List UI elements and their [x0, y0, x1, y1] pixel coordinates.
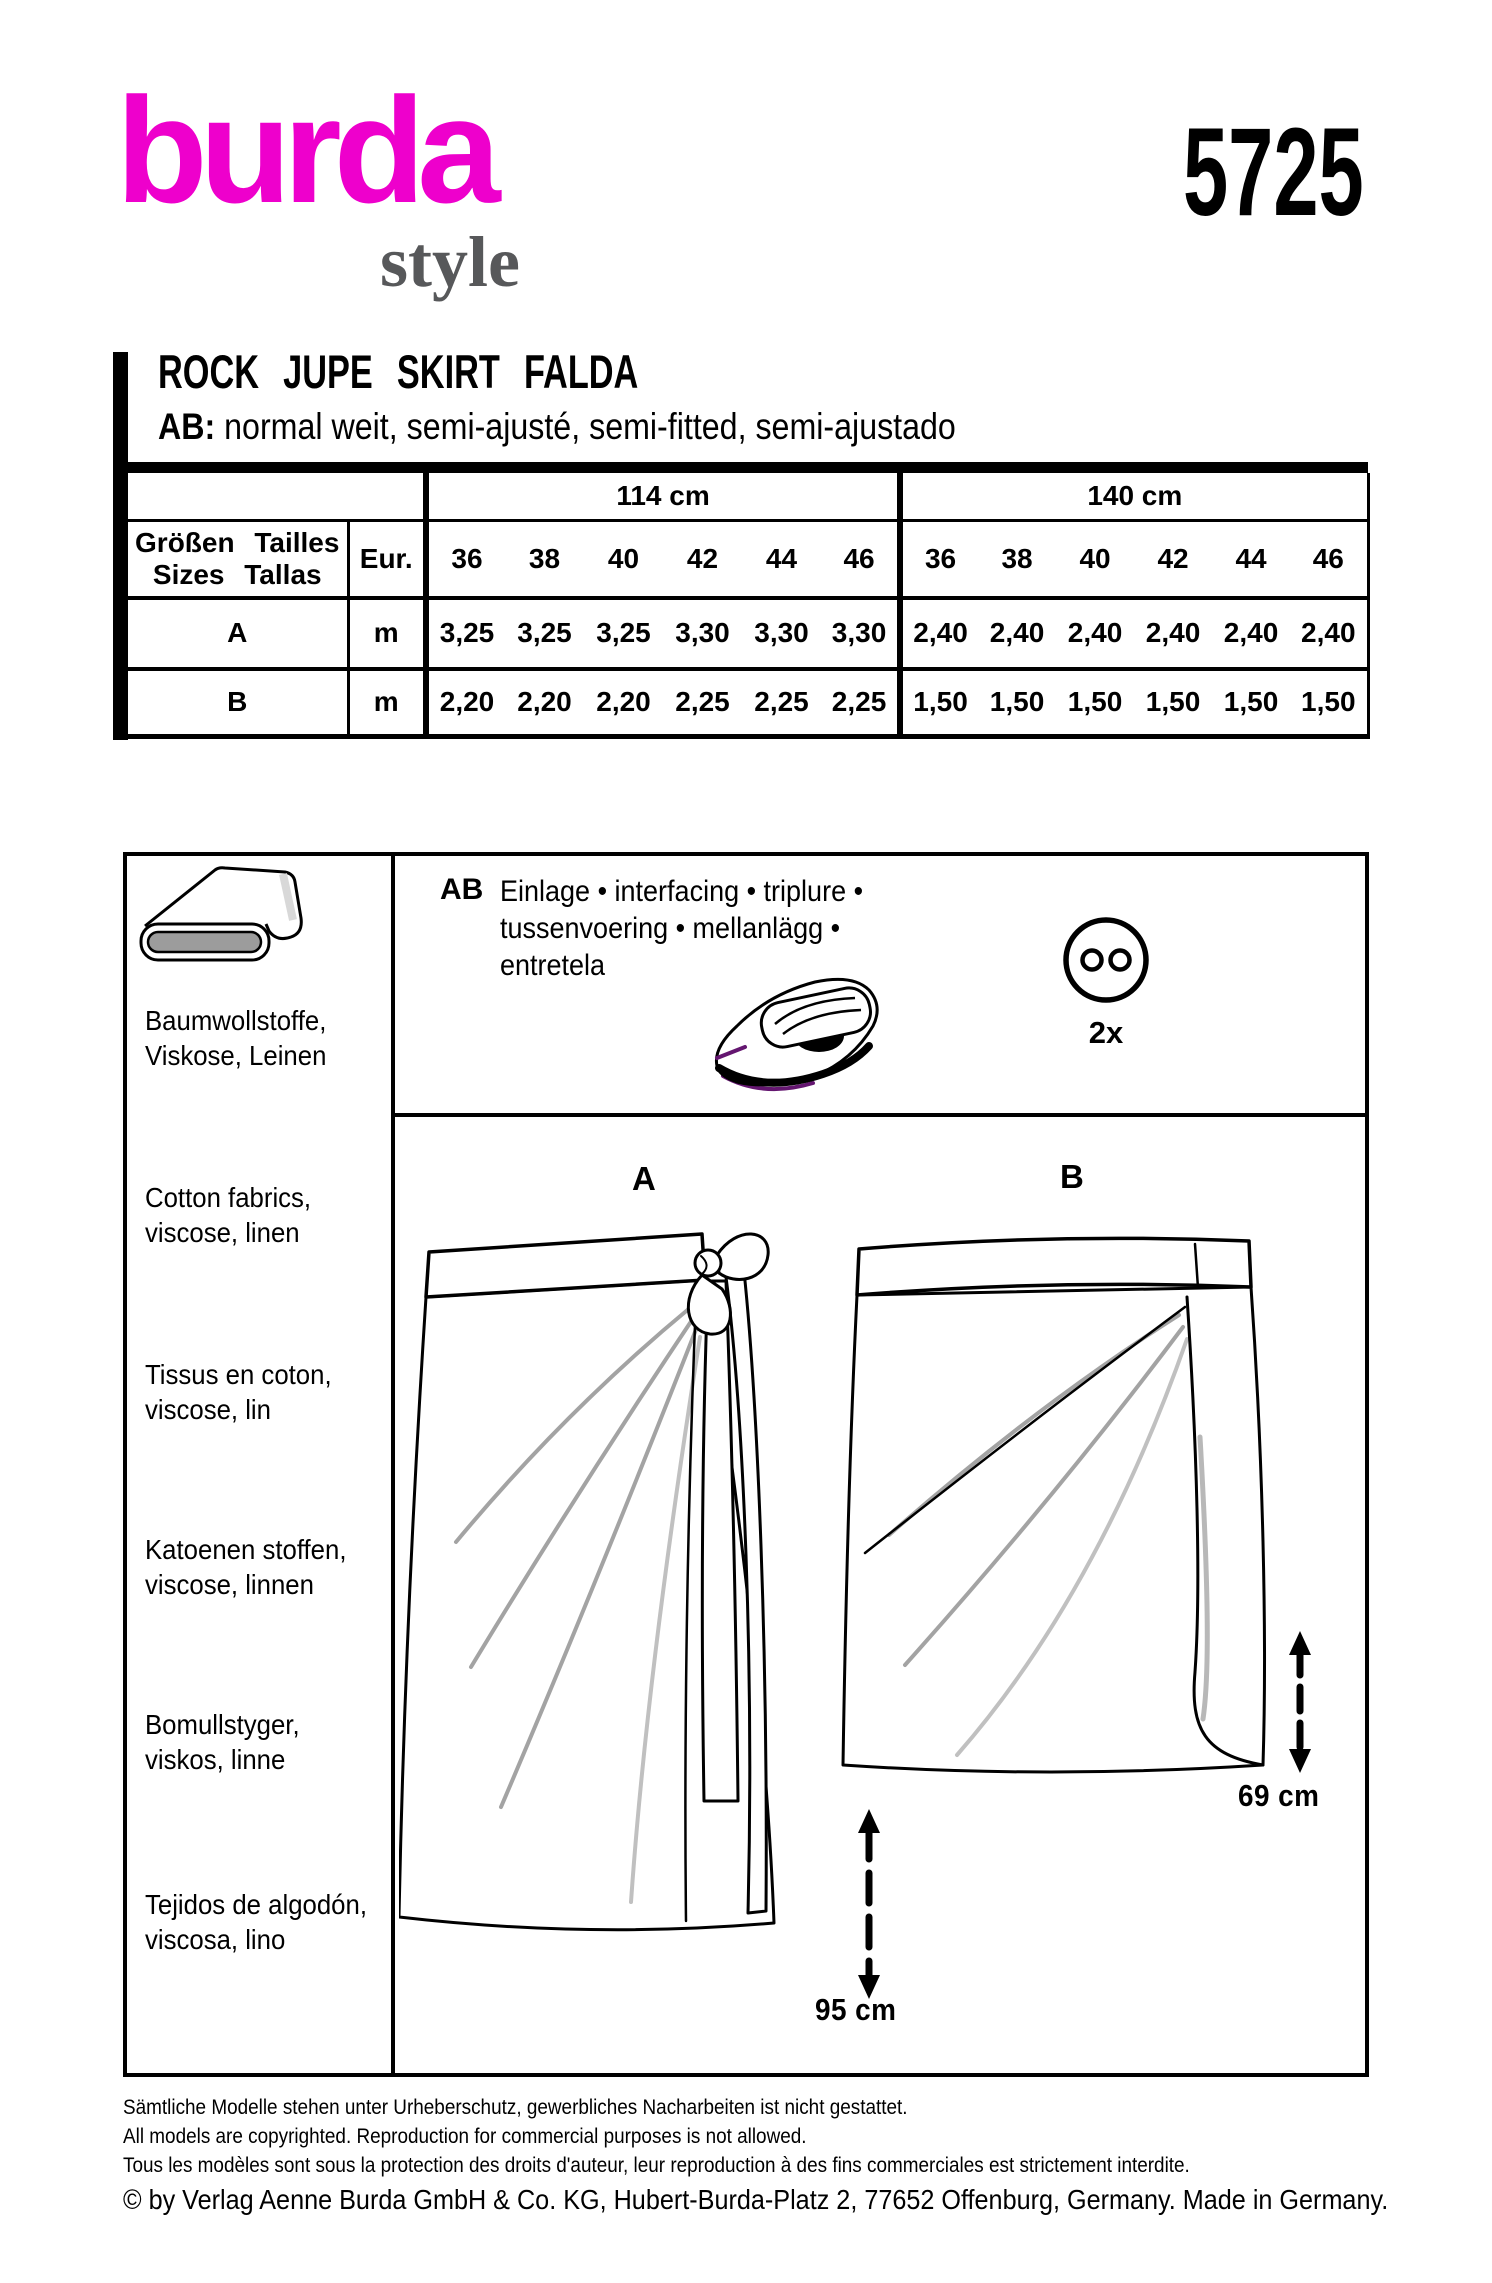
fabric-option-fr: Tissus en coton, viscose, lin — [145, 1359, 332, 1425]
yardage-cell: 1,50 — [1056, 669, 1134, 736]
skirt-a-drawing — [399, 1234, 774, 1930]
yardage-cell: 1,50 — [900, 669, 978, 736]
yardage-cell: 2,25 — [663, 669, 742, 736]
yardage-cell: 1,50 — [1134, 669, 1212, 736]
unit-cell: m — [348, 598, 426, 669]
size-cell: 40 — [584, 520, 663, 598]
fabric-width-114-header: 114 cm — [426, 473, 900, 520]
table-row — [128, 473, 1368, 520]
size-cell: 38 — [505, 520, 584, 598]
eur-label-cell: Eur. — [348, 520, 426, 598]
fit-description — [158, 407, 1075, 448]
panel-vertical-divider — [391, 856, 395, 2073]
yardage-cell: 2,40 — [1056, 598, 1134, 669]
technical-drawings — [399, 1117, 1365, 2069]
yardage-cell: 2,20 — [505, 669, 584, 736]
yardage-cell: 3,30 — [742, 598, 821, 669]
view-a-label: A — [632, 1160, 656, 1197]
button-quantity: 2x — [1088, 1015, 1124, 1050]
yardage-cell: 3,30 — [663, 598, 742, 669]
size-cell: 44 — [742, 520, 821, 598]
yardage-cell: 2,40 — [1134, 598, 1212, 669]
yardage-cell: 2,40 — [978, 598, 1056, 669]
size-cell: 44 — [1212, 520, 1290, 598]
views-label: AB: — [158, 406, 216, 447]
fabric-option-es: Tejidos de algodón, viscosa, lino — [145, 1889, 367, 1955]
size-cell: 40 — [1056, 520, 1134, 598]
yardage-cell: 2,25 — [821, 669, 900, 736]
title-accent-bar — [113, 352, 128, 740]
yardage-cell: 1,50 — [1212, 669, 1290, 736]
fabric-requirements-table — [128, 473, 1370, 739]
fabric-option-nl: Katoenen stoffen, viscose, linnen — [145, 1534, 347, 1600]
size-cell: 36 — [426, 520, 505, 598]
view-a-length: 95 cm — [815, 1992, 897, 2027]
pattern-number: 5725 — [1183, 103, 1364, 242]
view-b-length: 69 cm — [1238, 1778, 1320, 1813]
yardage-cell: 2,20 — [584, 669, 663, 736]
size-cell: 42 — [663, 520, 742, 598]
size-cell: 42 — [1134, 520, 1212, 598]
length-arrow-b — [1289, 1631, 1311, 1773]
table-row-view-b — [128, 669, 1368, 736]
length-arrow-a — [858, 1809, 880, 1999]
yardage-cell: 1,50 — [978, 669, 1056, 736]
size-cell: 46 — [1290, 520, 1368, 598]
fabric-option-de: Baumwollstoffe, Viskose, Leinen — [145, 1005, 327, 1071]
view-b-label: B — [1060, 1158, 1084, 1195]
yardage-cell: 2,40 — [1290, 598, 1368, 669]
yardage-cell: 2,25 — [742, 669, 821, 736]
yardage-cell: 2,40 — [900, 598, 978, 669]
interfacing-views-label: AB — [440, 873, 484, 906]
fabric-width-140-header: 140 cm — [900, 473, 1368, 520]
yardage-cell: 3,25 — [426, 598, 505, 669]
garment-title: ROCK JUPE SKIRT FALDA — [158, 345, 639, 398]
sizes-header-cell: Größen Tailles Sizes Tallas — [128, 520, 348, 598]
fit-text: normal weit, semi-ajusté, semi-fitted, semi-ajustado — [215, 406, 956, 447]
details-panel — [123, 852, 1369, 2077]
yardage-cell: 2,20 — [426, 669, 505, 736]
fabric-option-en: Cotton fabrics, viscose, linen — [145, 1182, 312, 1248]
publisher-copyright: © by Verlag Aenne Burda GmbH & Co. KG, Hubert-Burda-Platz 2, 77652 Offenburg, Germany. Made in Germany. — [123, 2184, 1389, 2215]
size-cell: 38 — [978, 520, 1056, 598]
view-b-row-label: B — [128, 669, 348, 736]
interfacing-text: Einlage • interfacing • triplure • tussenvoering • mellanlägg • entretela — [500, 875, 864, 982]
yardage-cell: 3,30 — [821, 598, 900, 669]
table-top-rule — [128, 462, 1368, 473]
fabric-option-sv: Bomullstyger, viskos, linne — [145, 1709, 300, 1775]
brand-logo-style-text: style — [380, 222, 520, 302]
table-row — [128, 520, 1368, 598]
iron-icon — [703, 962, 903, 1102]
skirt-b-drawing — [843, 1238, 1265, 1772]
copyright-line-fr: Tous les modèles sont sous la protection des droits d'auteur, leur reproduction à des fins commerciales est strictement interdite. — [123, 2153, 1190, 2177]
unit-cell: m — [348, 669, 426, 736]
size-cell: 46 — [821, 520, 900, 598]
yardage-cell: 1,50 — [1290, 669, 1368, 736]
view-a-row-label: A — [128, 598, 348, 669]
fabric-bolt-icon — [135, 862, 345, 977]
table-row-view-a — [128, 598, 1368, 669]
brand-logo: burda — [116, 66, 493, 234]
copyright-line-en: All models are copyrighted. Reproduction for commercial purposes is not allowed. — [123, 2124, 807, 2148]
size-cell: 36 — [900, 520, 978, 598]
copyright-line-de: Sämtliche Modelle stehen unter Urheberschutz, gewerbliches Nacharbeiten ist nicht gestattet. — [123, 2095, 908, 2119]
button-icon — [1061, 915, 1151, 1005]
yardage-cell: 3,25 — [505, 598, 584, 669]
yardage-cell: 2,40 — [1212, 598, 1290, 669]
yardage-cell: 3,25 — [584, 598, 663, 669]
